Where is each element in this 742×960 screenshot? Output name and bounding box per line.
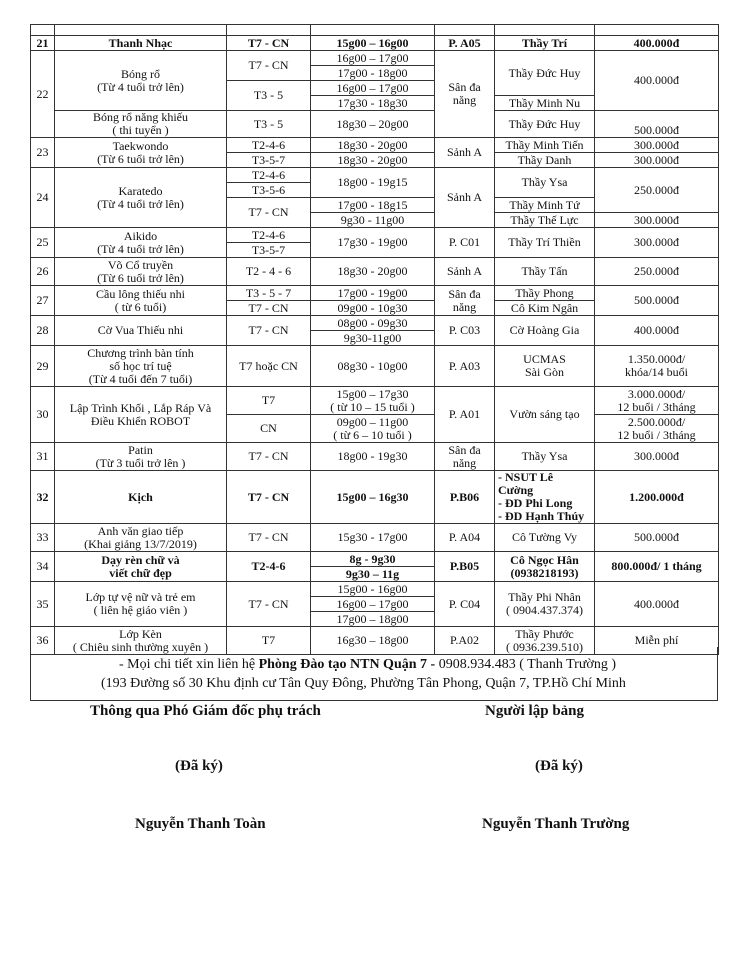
stt-cell: 35 — [31, 582, 55, 627]
teacher-line: ( 0936.239.510) — [506, 639, 583, 654]
teacher-cell — [495, 582, 595, 627]
teacher-line: Cô Ngọc Hân — [510, 552, 579, 567]
teacher-cell: Thầy Minh Nu — [495, 96, 595, 111]
subject-line: Võ Cổ truyền — [107, 257, 174, 272]
room-cell: P.A02 — [435, 627, 495, 655]
teacher-line: Thầy Phước — [515, 626, 574, 641]
teacher-cell: Cô Kim Ngân — [495, 301, 595, 316]
days-cell: T2-4-6 — [227, 168, 311, 183]
subject-line: viết chữ đẹp — [109, 565, 172, 580]
teacher-line: - NSUT Lê Cường — [498, 470, 554, 497]
room-cell: Sân đa năng — [435, 443, 495, 471]
contact-footer — [30, 647, 718, 701]
days-cell: T7 - CN — [227, 582, 311, 627]
time-cell: 17g00 - 18g15 — [311, 198, 435, 213]
subject-cell — [55, 582, 227, 627]
right-signer-name: Nguyễn Thanh Trường — [482, 816, 630, 832]
time-cell: 17g30 - 18g30 — [311, 96, 435, 111]
teacher-cell: Thầy Phong — [495, 286, 595, 301]
teacher-cell: Thầy Trí — [495, 36, 595, 51]
subject-cell — [55, 168, 227, 228]
time-cell: 08g30 - 10g00 — [311, 346, 435, 387]
stt-cell: 25 — [31, 228, 55, 258]
fee-cell: 400.000đ — [595, 51, 719, 111]
days-cell: T7 — [227, 627, 311, 655]
subject-cell — [55, 524, 227, 552]
right-signature-title: Người lập bảng — [485, 703, 585, 719]
subject-line: ( liên hệ giáo viên ) — [93, 603, 188, 617]
subject-line: (Từ 3 tuổi trở lên ) — [95, 455, 186, 470]
time-cell: 17g00 - 18g00 — [311, 66, 435, 81]
schedule-table — [30, 24, 719, 655]
fee-line: 2.500.000đ/ — [627, 414, 686, 429]
table-row — [31, 387, 719, 415]
teacher-cell: Cô Tường Vy — [495, 524, 595, 552]
time-cell: 08g00 - 09g30 — [311, 316, 435, 331]
time-cell: 16g00 – 17g00 — [311, 597, 435, 612]
days-cell: T3-5-7 — [227, 153, 311, 168]
fee-line: 12 buổi / 3tháng — [617, 399, 696, 414]
fee-line: khóa/14 buổi — [625, 365, 688, 379]
address-line: (193 Đường số 30 Khu định cư Tân Quy Đông, Phường Tân Phong, Quận 7, TP.Hồ Chí Minh — [101, 676, 626, 691]
time-cell: 9g30 - 11g00 — [311, 213, 435, 228]
days-cell: T3-5-6 — [227, 183, 311, 198]
stt-cell: 26 — [31, 258, 55, 286]
days-cell: T7 hoặc CN — [227, 346, 311, 387]
time-cell: 17g30 - 19g00 — [311, 228, 435, 258]
subject-cell — [55, 387, 227, 443]
fee-cell: 400.000đ — [595, 316, 719, 346]
subject-line: Cầu lông thiếu nhi — [96, 286, 185, 301]
room-cell: Sảnh A — [435, 258, 495, 286]
subject-cell — [55, 443, 227, 471]
time-cell: 17g00 - 19g00 — [311, 286, 435, 301]
stt-cell: 27 — [31, 286, 55, 316]
days-cell: T7 - CN — [227, 51, 311, 81]
fee-cell: 300.000đ — [595, 228, 719, 258]
fee-line: 3.000.000đ/ — [627, 386, 686, 401]
subject-line: (Từ 4 tuổi đến 7 tuổi) — [88, 371, 193, 386]
subject-line: (Từ 6 tuổi trở lên) — [97, 151, 184, 166]
time-cell: 09g00 - 10g30 — [311, 301, 435, 316]
table-row — [31, 552, 719, 567]
left-signer-name: Nguyễn Thanh Toàn — [135, 816, 266, 832]
teacher-cell: Thầy Tấn — [495, 258, 595, 286]
table-row — [31, 524, 719, 552]
room-cell: Sân đa năng — [435, 286, 495, 316]
time-cell: 18g30 - 20g00 — [311, 138, 435, 153]
time-line: ( từ 6 – 10 tuổi ) — [333, 427, 412, 442]
subject-line: Taekwondo — [112, 138, 169, 153]
stt-cell: 29 — [31, 346, 55, 387]
fee-cell: 1.200.000đ — [595, 471, 719, 524]
stt-cell: 32 — [31, 471, 55, 524]
time-line: 15g00 – 17g30 — [336, 386, 409, 401]
subject-cell: Kịch — [55, 471, 227, 524]
subject-cell: Cờ Vua Thiếu nhi — [55, 316, 227, 346]
fee-line: 12 buổi / 3tháng — [617, 427, 696, 442]
room-cell: P. A01 — [435, 387, 495, 443]
time-cell: 18g30 – 20g00 — [311, 111, 435, 138]
subject-line: Aikido — [123, 228, 158, 243]
stt-cell: 30 — [31, 387, 55, 443]
right-signed-note: (Đã ký) — [535, 758, 583, 774]
stt-cell: 36 — [31, 627, 55, 655]
subject-line: ( từ 6 tuổi) — [114, 299, 167, 314]
teacher-cell: Thầy Trí Thiền — [495, 228, 595, 258]
table-row — [31, 471, 719, 524]
fee-cell: 300.000đ — [595, 153, 719, 168]
subject-line: Bóng rổ năng khiếu — [93, 110, 188, 124]
stt-cell: 21 — [31, 36, 55, 51]
room-cell: Sảnh A — [435, 138, 495, 168]
subject-line: (Từ 4 tuổi trở lên) — [97, 196, 184, 211]
teacher-line: (0938218193) — [510, 565, 579, 580]
subject-line: số học trí tuệ — [109, 358, 172, 373]
room-cell: P. A03 — [435, 346, 495, 387]
teacher-line: - ĐD Hạnh Thúy — [498, 509, 585, 523]
table-row — [31, 168, 719, 183]
fee-cell: 500.000đ — [595, 524, 719, 552]
subject-line: (Khai giảng 13/7/2019) — [84, 536, 197, 551]
fee-cell: 300.000đ — [595, 443, 719, 471]
fee-cell: 800.000đ/ 1 tháng — [595, 552, 719, 582]
fee-cell: 400.000đ — [595, 36, 719, 51]
left-signed-note: (Đã ký) — [175, 758, 223, 774]
time-cell: 15g00 - 16g00 — [311, 582, 435, 597]
teacher-cell: Thầy Minh Tứ — [495, 198, 595, 213]
fee-cell: 250.000đ — [595, 168, 719, 213]
time-cell: 16g00 – 17g00 — [311, 51, 435, 66]
time-cell: 8g - 9g30 — [311, 552, 435, 567]
subject-line: Điều Khiển ROBOT — [90, 413, 191, 428]
subject-line: Anh văn giao tiếp — [97, 523, 184, 538]
table-row — [31, 286, 719, 301]
subject-line: Lớp tự vệ nữ và trẻ em — [85, 590, 196, 604]
teacher-cell: Thầy Đức Huy — [495, 51, 595, 96]
days-cell: T2-4-6 — [227, 228, 311, 243]
subject-cell — [55, 258, 227, 286]
time-cell — [311, 415, 435, 443]
subject-cell: Thanh Nhạc — [55, 36, 227, 51]
days-cell: T2-4-6 — [227, 138, 311, 153]
schedule-sheet — [30, 24, 718, 655]
contact-phone: 0908.934.483 ( Thanh Trường ) — [438, 657, 616, 672]
teacher-cell — [495, 552, 595, 582]
teacher-cell: Thầy Ysa — [495, 168, 595, 198]
time-cell: 16g30 – 18g00 — [311, 627, 435, 655]
teacher-line: Sài Gòn — [525, 365, 564, 379]
time-cell — [311, 387, 435, 415]
subject-line: ( Chiêu sinh thường xuyên ) — [72, 639, 209, 654]
days-cell: T3 - 5 — [227, 111, 311, 138]
left-signature-title: Thông qua Phó Giám đốc phụ trách — [90, 703, 321, 719]
stt-cell: 31 — [31, 443, 55, 471]
teacher-cell: Thầy Ysa — [495, 443, 595, 471]
stt-cell: 24 — [31, 168, 55, 228]
fee-cell — [595, 387, 719, 415]
stt-cell: 34 — [31, 552, 55, 582]
days-cell: CN — [227, 415, 311, 443]
fee-cell — [595, 346, 719, 387]
teacher-cell: Thầy Đức Huy — [495, 111, 595, 138]
table-row — [31, 228, 719, 243]
days-cell: T7 - CN — [227, 524, 311, 552]
subject-cell — [55, 286, 227, 316]
time-cell: 18g00 - 19g30 — [311, 443, 435, 471]
teacher-cell: Cờ Hoàng Gia — [495, 316, 595, 346]
teacher-line: ( 0904.437.374) — [506, 603, 583, 617]
teacher-cell: Thầy Danh — [495, 153, 595, 168]
contact-office: Phòng Đào tạo NTN Quận 7 - — [258, 657, 439, 672]
table-row — [31, 316, 719, 331]
days-cell: T7 - CN — [227, 301, 311, 316]
subject-line: Bóng rổ — [121, 66, 160, 81]
subject-line: (Từ 4 tuổi trở lên) — [97, 79, 184, 94]
time-line: ( từ 10 – 15 tuổi ) — [330, 399, 415, 414]
time-line: 09g00 – 11g00 — [336, 414, 409, 429]
time-cell: 9g30-11g00 — [311, 331, 435, 346]
fee-cell — [595, 415, 719, 443]
fee-cell: Miễn phí — [595, 627, 719, 655]
teacher-cell: Thầy Minh Tiến — [495, 138, 595, 153]
room-cell: Sân đa năng — [435, 51, 495, 138]
room-cell: P. C04 — [435, 582, 495, 627]
room-cell: Sảnh A — [435, 168, 495, 228]
subject-line: (Từ 4 tuổi trở lên) — [97, 241, 184, 256]
teacher-cell — [495, 346, 595, 387]
subject-line: Patin — [128, 442, 153, 457]
days-cell: T7 - CN — [227, 36, 311, 51]
table-row — [31, 138, 719, 153]
days-cell: T3 - 5 — [227, 81, 311, 111]
time-cell: 16g00 – 17g00 — [311, 81, 435, 96]
stt-cell: 33 — [31, 524, 55, 552]
subject-line: Chương trình bàn tính — [87, 345, 194, 360]
stt-cell: 28 — [31, 316, 55, 346]
table-row — [31, 51, 719, 66]
teacher-line: UCMAS — [523, 352, 566, 366]
time-cell: 18g00 - 19g15 — [311, 168, 435, 198]
time-cell: 15g00 – 16g00 — [311, 36, 435, 51]
time-cell: 18g30 - 20g00 — [311, 258, 435, 286]
time-cell: 15g00 – 16g30 — [311, 471, 435, 524]
teacher-cell — [495, 471, 595, 524]
room-cell: P.B06 — [435, 471, 495, 524]
days-cell: T3-5-7 — [227, 243, 311, 258]
time-cell: 17g00 – 18g00 — [311, 612, 435, 627]
days-cell: T2-4-6 — [227, 552, 311, 582]
subject-cell — [55, 346, 227, 387]
subject-cell — [55, 228, 227, 258]
teacher-line: Thầy Phi Nhân — [508, 590, 581, 604]
subject-line: Lớp Kèn — [119, 626, 162, 641]
subject-cell — [55, 51, 227, 111]
fee-cell: 250.000đ — [595, 258, 719, 286]
stt-cell: 22 — [31, 51, 55, 138]
fee-cell: 500.000đ — [595, 111, 719, 138]
fee-line: 1.350.000đ/ — [627, 352, 686, 366]
fee-cell: 300.000đ — [595, 138, 719, 153]
table-row-blank — [31, 25, 719, 36]
subject-cell — [55, 111, 227, 138]
days-cell: T7 - CN — [227, 316, 311, 346]
teacher-line: - ĐD Phi Long — [498, 496, 573, 510]
days-cell: T2 - 4 - 6 — [227, 258, 311, 286]
time-cell: 18g30 - 20g00 — [311, 153, 435, 168]
room-cell: P.B05 — [435, 552, 495, 582]
subject-line: ( thi tuyển ) — [112, 123, 169, 137]
subject-cell — [55, 138, 227, 168]
subject-line: Dạy rèn chữ và — [101, 552, 180, 567]
room-cell: P. A04 — [435, 524, 495, 552]
fee-cell: 500.000đ — [595, 286, 719, 316]
table-row — [31, 36, 719, 51]
room-cell: P. C01 — [435, 228, 495, 258]
days-cell: T3 - 5 - 7 — [227, 286, 311, 301]
table-row — [31, 258, 719, 286]
fee-cell: 400.000đ — [595, 582, 719, 627]
subject-cell — [55, 552, 227, 582]
days-cell: T7 — [227, 387, 311, 415]
stt-cell: 23 — [31, 138, 55, 168]
fee-cell: 300.000đ — [595, 213, 719, 228]
time-cell: 9g30 – 11g — [311, 567, 435, 582]
teacher-cell: Vườn sáng tạo — [495, 387, 595, 443]
room-cell: P. C03 — [435, 316, 495, 346]
contact-line — [119, 655, 616, 674]
time-cell: 15g30 - 17g00 — [311, 524, 435, 552]
days-cell: T7 - CN — [227, 471, 311, 524]
table-row — [31, 443, 719, 471]
table-row — [31, 346, 719, 387]
contact-prefix: - Mọi chi tiết xin liên hệ — [119, 657, 259, 672]
table-row — [31, 582, 719, 597]
days-cell: T7 - CN — [227, 198, 311, 228]
teacher-cell: Thầy Thế Lực — [495, 213, 595, 228]
room-cell: P. A05 — [435, 36, 495, 51]
subject-line: Karatedo — [118, 183, 163, 198]
subject-line: (Từ 6 tuổi trở lên) — [97, 270, 184, 285]
subject-line: Lập Trình Khối , Lắp Ráp Và — [69, 400, 212, 415]
days-cell: T7 - CN — [227, 443, 311, 471]
